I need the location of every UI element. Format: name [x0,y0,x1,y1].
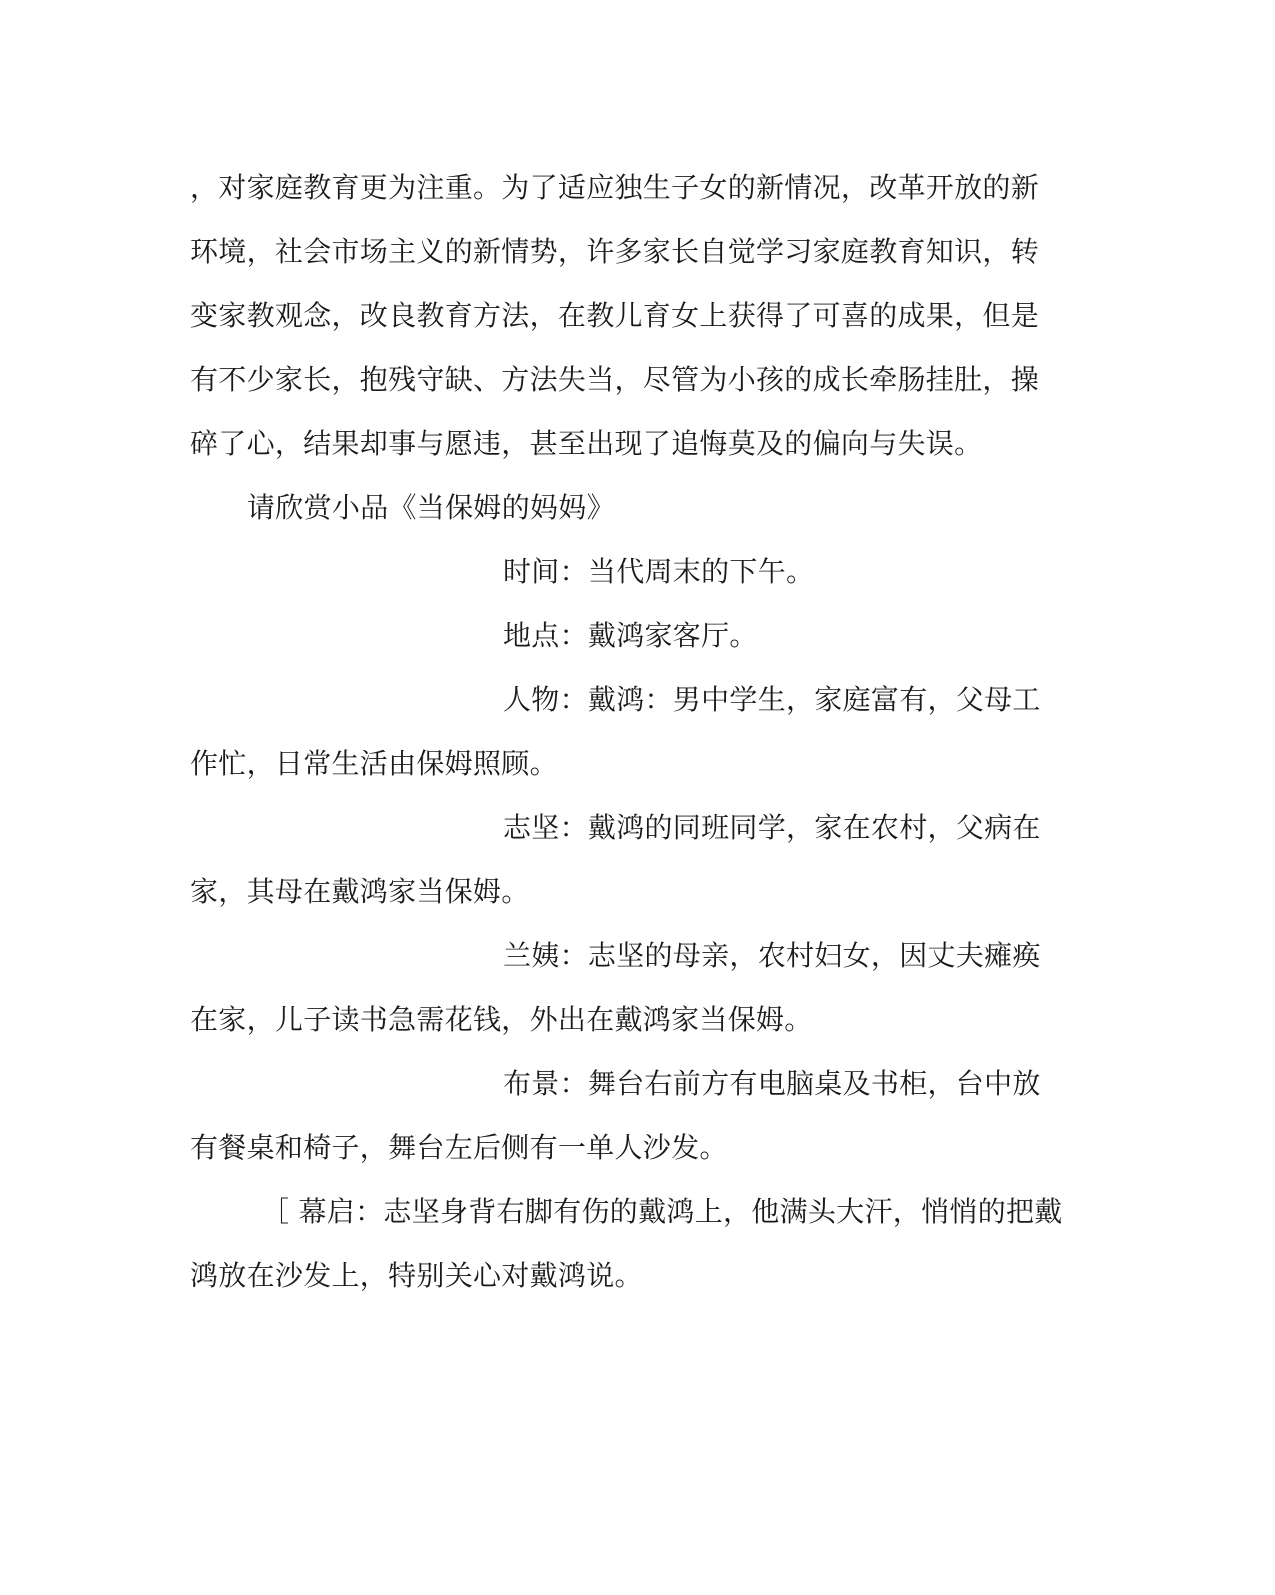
character-daihong-line-2: 作忙，日常生活由保姆照顾。 [190,747,558,780]
scenery-line-1: 布景：舞台右前方有电脑桌及书柜，台中放 [503,1067,1041,1100]
paragraph-line-3: 变家教观念，改良教育方法，在教儿育女上获得了可喜的成果，但是 [190,299,1040,332]
character-zhijian-line-1: 志坚：戴鸿的同班同学，家在农村，父病在 [503,811,1041,844]
character-lanyi-line-2: 在家，儿子读书急需花钱，外出在戴鸿家当保姆。 [190,1003,813,1036]
time-line: 时间：当代周末的下午。 [503,555,815,588]
character-daihong-line-1: 人物：戴鸿：男中学生，家庭富有，父母工 [503,683,1041,716]
place-line: 地点：戴鸿家客厅。 [503,619,758,652]
character-lanyi-line-1: 兰姨：志坚的母亲，农村妇女，因丈夫瘫痪 [503,939,1041,972]
paragraph-line-5: 碎了心，结果却事与愿违，甚至出现了追悔莫及的偏向与失误。 [190,427,983,460]
curtain-rise-line-1: ［ 幕启：志坚身背右脚有伤的戴鸿上，他满头大汗，悄悄的把戴 [261,1195,1063,1228]
skit-intro: 请欣赏小品《当保姆的妈妈》 [247,491,615,524]
paragraph-line-2: 环境，社会市场主义的新情势，许多家长自觉学习家庭教育知识，转 [190,235,1040,268]
paragraph-line-4: 有不少家长，抱残守缺、方法失当，尽管为小孩的成长牵肠挂肚，操 [190,363,1040,396]
curtain-rise-line-2: 鸿放在沙发上，特别关心对戴鸿说。 [190,1259,643,1292]
scenery-line-2: 有餐桌和椅子，舞台左后侧有一单人沙发。 [190,1131,728,1164]
character-zhijian-line-2: 家，其母在戴鸿家当保姆。 [190,875,530,908]
paragraph-line-1: ，对家庭教育更为注重。为了适应独生子女的新情况，改革开放的新 [190,171,1040,204]
